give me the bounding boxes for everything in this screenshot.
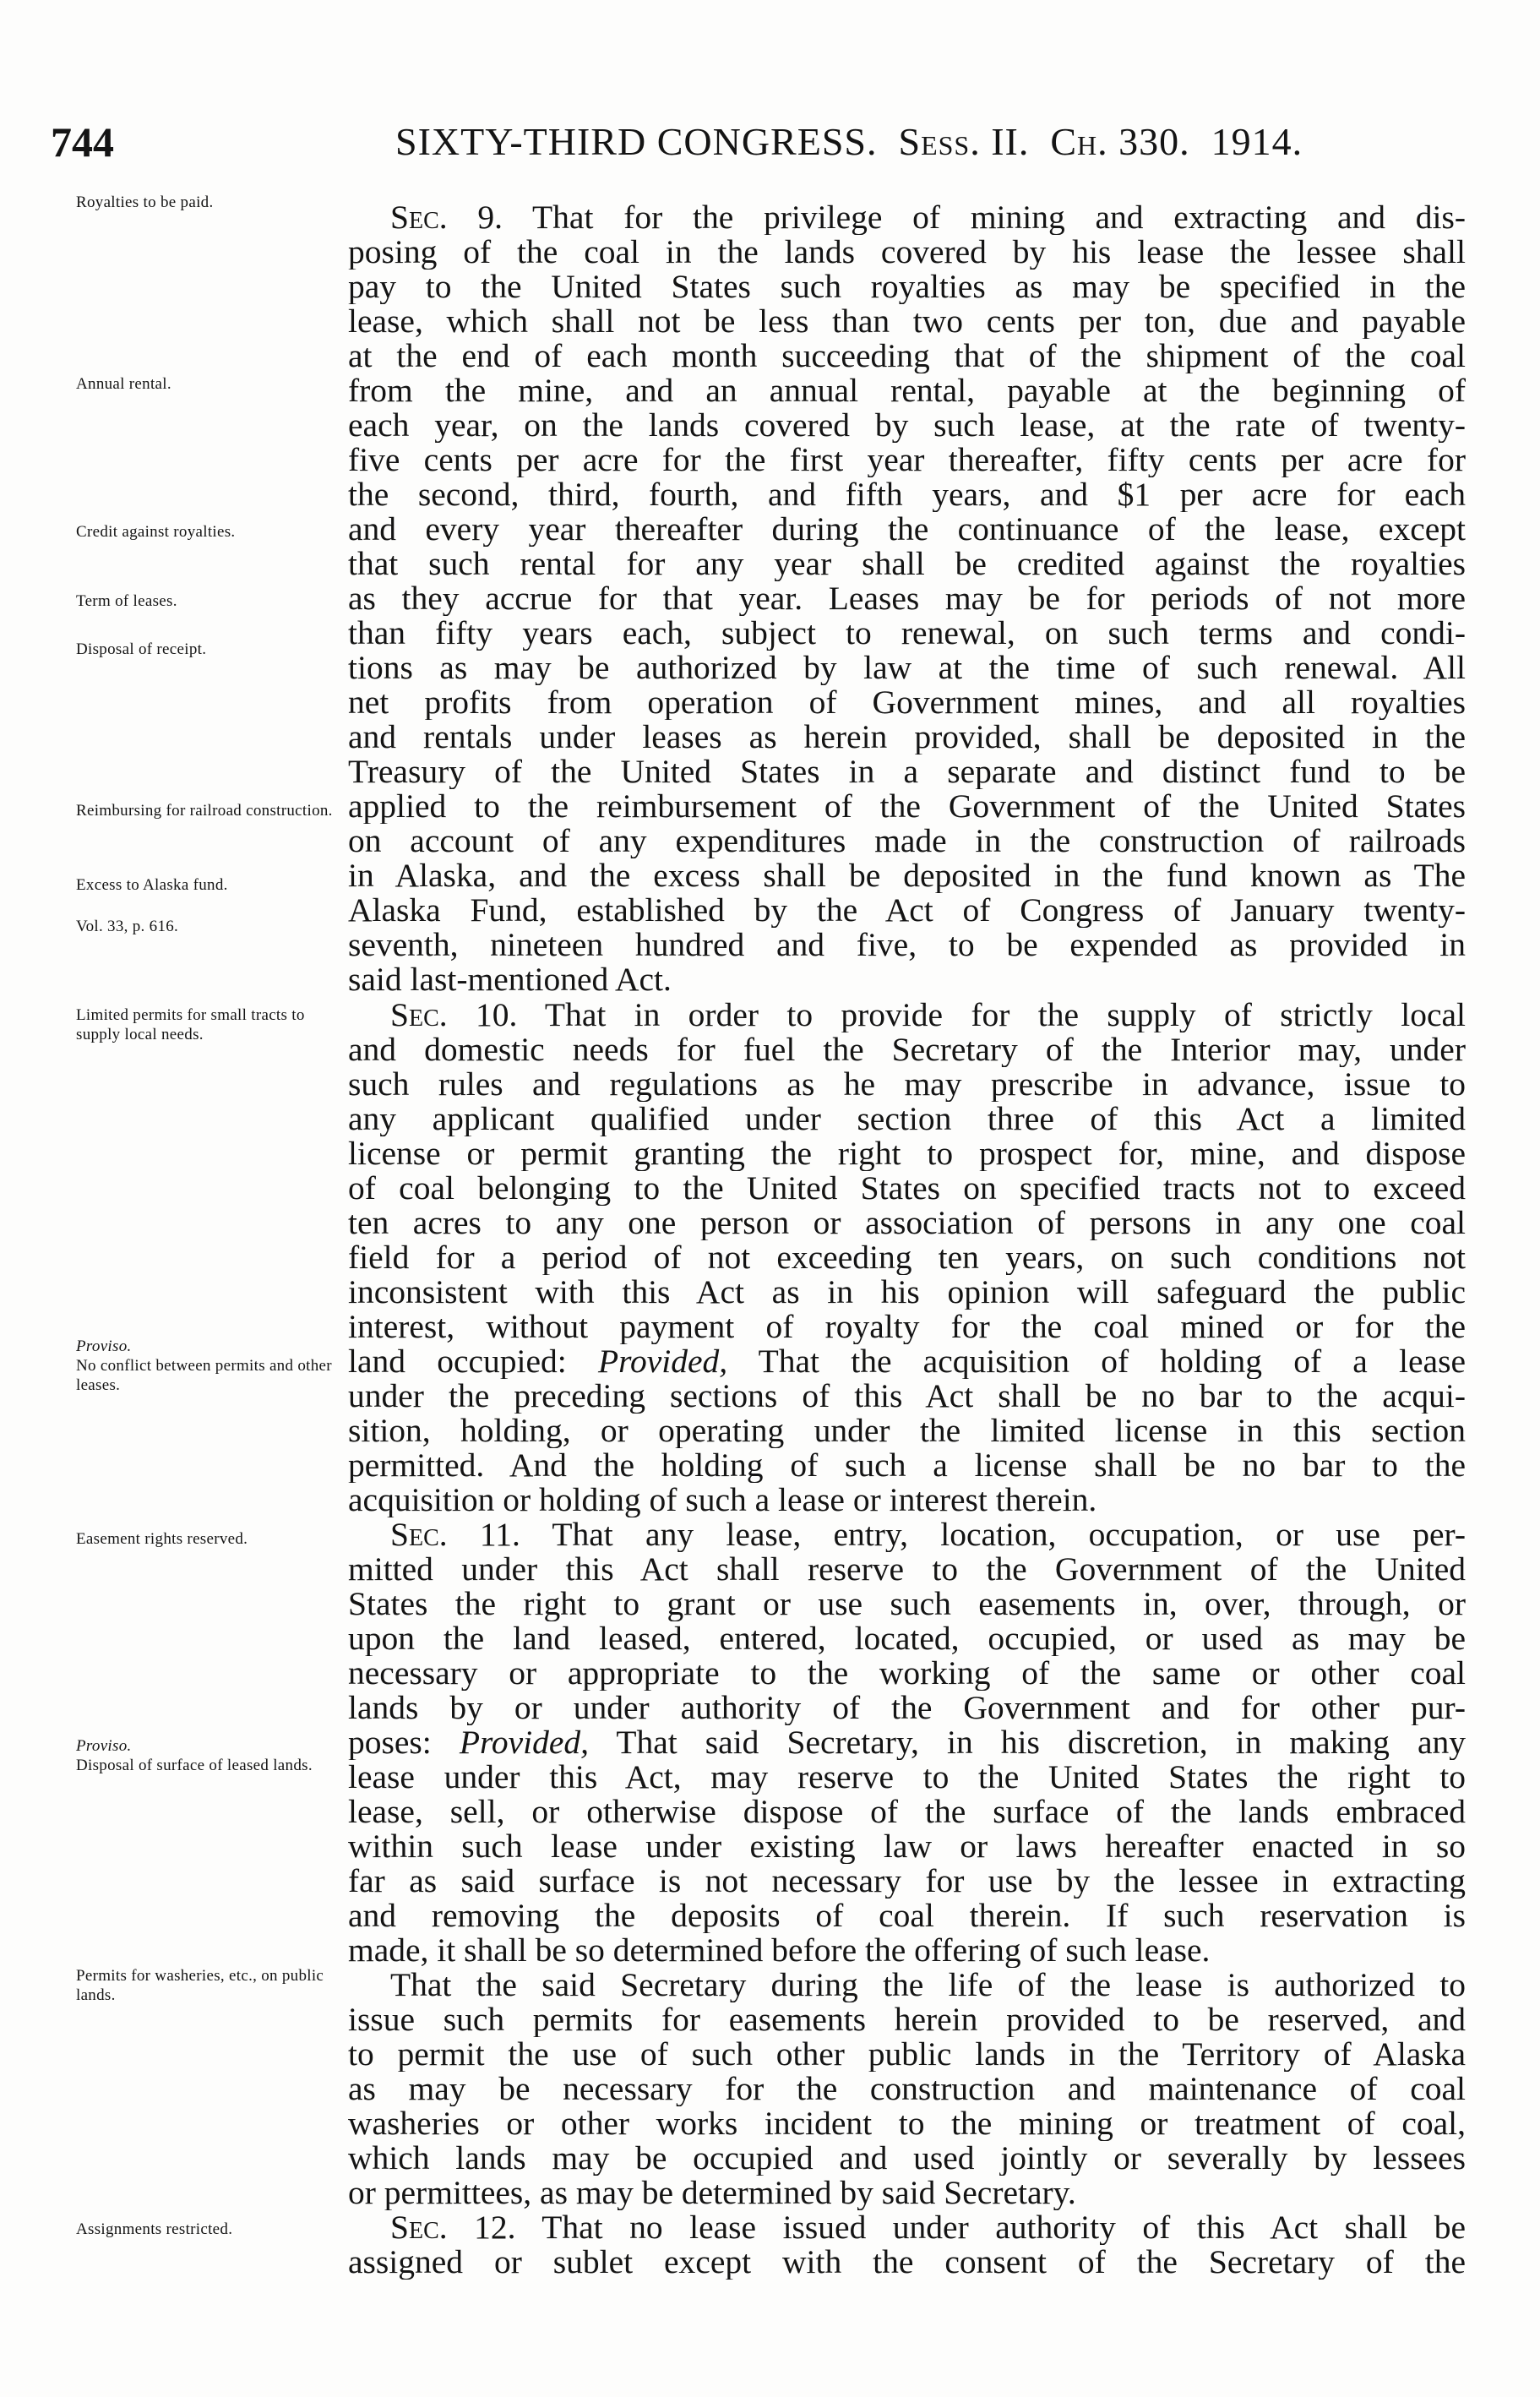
- body-line: interest, without payment of royalty for the coal mined or for the: [348, 1309, 1466, 1344]
- body-line: applied to the reimbursement of the Government of the United States: [348, 788, 1466, 824]
- margin-note-permits-washeries: Permits for washeries, etc., on public lands.: [76, 1967, 324, 2004]
- body-line: sition, holding, or operating under the limited license in this section: [348, 1413, 1466, 1448]
- body-line: than fifty years each, subject to renewal, on such terms and condi-: [348, 615, 1466, 651]
- body-line: within such lease under existing law or laws hereafter enacted in so: [348, 1828, 1466, 1864]
- session-label: Sess. II.: [898, 120, 1030, 163]
- body-line: at the end of each month succeeding that of the shipment of the coal: [348, 338, 1466, 373]
- congress-title: SIXTY-THIRD CONGRESS.: [395, 120, 878, 163]
- body-line: on account of any expenditures made in the construction of railroads: [348, 823, 1466, 858]
- body-line: net profits from operation of Government mines, and all royalties: [348, 684, 1466, 720]
- body-line: seventh, nineteen hundred and five, to be expended as provided in: [348, 927, 1466, 962]
- margin-note-easement: Easement rights reserved.: [76, 1530, 248, 1548]
- body-line: lease under this Act, may reserve to the United States the right to: [348, 1759, 1466, 1795]
- margin-note-annual-rental: Annual rental.: [76, 375, 171, 393]
- body-line: poses: Provided, That said Secretary, in his discretion, in making any: [348, 1724, 1466, 1760]
- body-line: States the right to grant or use such easements in, over, through, or: [348, 1586, 1466, 1621]
- body-line: said last-mentioned Act.: [348, 962, 672, 997]
- body-line: washeries or other works incident to the mining or treatment of coal,: [348, 2106, 1466, 2141]
- margin-note-reimbursing: Reimbursing for railroad construction.: [76, 802, 333, 820]
- body-line: lands by or under authority of the Government and for other pur-: [348, 1690, 1466, 1725]
- body-line: posing of the coal in the lands covered by his lease the lessee shall: [348, 234, 1466, 270]
- body-line: issue such permits for easements herein provided to be reserved, and: [348, 2002, 1466, 2037]
- page-number: 744: [51, 118, 114, 166]
- body-line: under the preceding sections of this Act shall be no bar to the acqui-: [348, 1378, 1466, 1414]
- margin-note-proviso-1: Proviso.: [76, 1337, 132, 1355]
- body-line: inconsistent with this Act as in his opinion will safeguard the public: [348, 1274, 1466, 1310]
- body-line: or permittees, as may be determined by said Secretary.: [348, 2175, 1076, 2210]
- margin-note-excess: Excess to Alaska fund.: [76, 876, 228, 894]
- section-label: Sec. 12.: [390, 2209, 516, 2245]
- section-label: Sec. 11.: [390, 1517, 520, 1552]
- body-line: to permit the use of such other public lands in the Territory of Alaska: [348, 2036, 1466, 2072]
- body-line: Sec. 11. That any lease, entry, location, occupation, or use per-: [390, 1517, 1466, 1552]
- body-line: land occupied: Provided, That the acquisition of holding of a lease: [348, 1343, 1466, 1379]
- body-line: ten acres to any one person or association of persons in any one coal: [348, 1205, 1466, 1240]
- body-line: made, it shall be so determined before the offering of such lease.: [348, 1932, 1211, 1968]
- body-line: tions as may be authorized by law at the time of such renewal. All: [348, 650, 1466, 685]
- body-line: pay to the United States such royalties as may be specified in the: [348, 269, 1466, 304]
- body-line: five cents per acre for the first year thereafter, fifty cents per acre for: [348, 442, 1466, 477]
- body-line: and removing the deposits of coal therein. If such reservation is: [348, 1898, 1466, 1933]
- page-header: [51, 117, 1487, 167]
- body-line: Sec. 12. That no lease issued under authority of this Act shall be: [390, 2209, 1466, 2245]
- proviso-italic: Provided,: [597, 1343, 728, 1379]
- body-line: license or permit granting the right to prospect for, mine, and dispose: [348, 1136, 1466, 1171]
- section-label: Sec. 10.: [390, 997, 518, 1032]
- body-line: acquisition or holding of such a lease or interest therein.: [348, 1482, 1097, 1517]
- margin-note-credit: Credit against royalties.: [76, 523, 236, 541]
- body-line: as may be necessary for the construction and maintenance of coal: [348, 2071, 1466, 2106]
- body-line: such rules and regulations as he may prescribe in advance, issue to: [348, 1066, 1466, 1102]
- margin-note-disposal-receipt: Disposal of receipt.: [76, 640, 207, 658]
- margin-note-disposal-surface: Disposal of surface of leased lands.: [76, 1757, 313, 1774]
- body-line: of coal belonging to the United States on specified tracts not to exceed: [348, 1170, 1466, 1206]
- body-line: permitted. And the holding of such a license shall be no bar to the: [348, 1447, 1466, 1483]
- body-line: and rentals under leases as herein provided, shall be deposited in the: [348, 719, 1466, 755]
- body-line: as they accrue for that year. Leases may be for periods of not more: [348, 580, 1466, 616]
- body-line: any applicant qualified under section three of this Act a limited: [348, 1101, 1466, 1136]
- body-line: each year, on the lands covered by such lease, at the rate of twenty-: [348, 407, 1466, 443]
- body-line: and every year thereafter during the continuance of the lease, except: [348, 511, 1466, 547]
- body-line: lease, sell, or otherwise dispose of the surface of the lands embraced: [348, 1794, 1466, 1829]
- body-line: in Alaska, and the excess shall be deposited in the fund known as The: [348, 858, 1466, 893]
- body-line: Treasury of the United States in a separate and distinct fund to be: [348, 754, 1466, 789]
- body-line: Alaska Fund, established by the Act of Congress of January twenty-: [348, 892, 1466, 928]
- body-line: and domestic needs for fuel the Secretary of the Interior may, under: [348, 1032, 1466, 1067]
- body-line: mitted under this Act shall reserve to the Government of the United: [348, 1551, 1466, 1587]
- chapter-label: Ch. 330.: [1050, 120, 1190, 163]
- proviso-italic: Provided,: [459, 1724, 590, 1760]
- body-line: Sec. 10. That in order to provide for the supply of strictly local: [390, 997, 1466, 1032]
- body-line: upon the land leased, entered, located, occupied, or used as may be: [348, 1621, 1466, 1656]
- margin-note-royalties: Royalties to be paid.: [76, 193, 214, 211]
- body-line: the second, third, fourth, and fifth years, and $1 per acre for each: [348, 477, 1466, 512]
- margin-note-no-conflict: No conflict between permits and other leases.: [76, 1357, 332, 1394]
- body-line: that such rental for any year shall be credited against the royalties: [348, 546, 1466, 581]
- body-line: which lands may be occupied and used jointly or severally by lessees: [348, 2140, 1466, 2176]
- body-line: lease, which shall not be less than two cents per ton, due and payable: [348, 303, 1466, 339]
- running-head: [395, 117, 1303, 167]
- body-line: That the said Secretary during the life of the lease is authorized to: [390, 1967, 1466, 2002]
- margin-note-limited-permits: Limited permits for small tracts to supply local needs.: [76, 1006, 305, 1043]
- body-line: from the mine, and an annual rental, payable at the beginning of: [348, 373, 1466, 408]
- body-line: necessary or appropriate to the working of the same or other coal: [348, 1655, 1466, 1691]
- margin-note-assignments: Assignments restricted.: [76, 2220, 233, 2238]
- body-line: assigned or sublet except with the consent of the Secretary of the: [348, 2244, 1466, 2280]
- margin-note-proviso-2: Proviso.: [76, 1737, 132, 1755]
- margin-note-vol-ref: Vol. 33, p. 616.: [76, 918, 179, 935]
- section-label: Sec. 9.: [390, 199, 503, 235]
- body-line: field for a period of not exceeding ten years, on such conditions not: [348, 1239, 1466, 1275]
- margin-note-term: Term of leases.: [76, 592, 177, 610]
- year-label: 1914.: [1211, 120, 1303, 163]
- body-line: Sec. 9. That for the privilege of mining and extracting and dis-: [390, 199, 1466, 235]
- body-line: far as said surface is not necessary for use by the lessee in extracting: [348, 1863, 1466, 1899]
